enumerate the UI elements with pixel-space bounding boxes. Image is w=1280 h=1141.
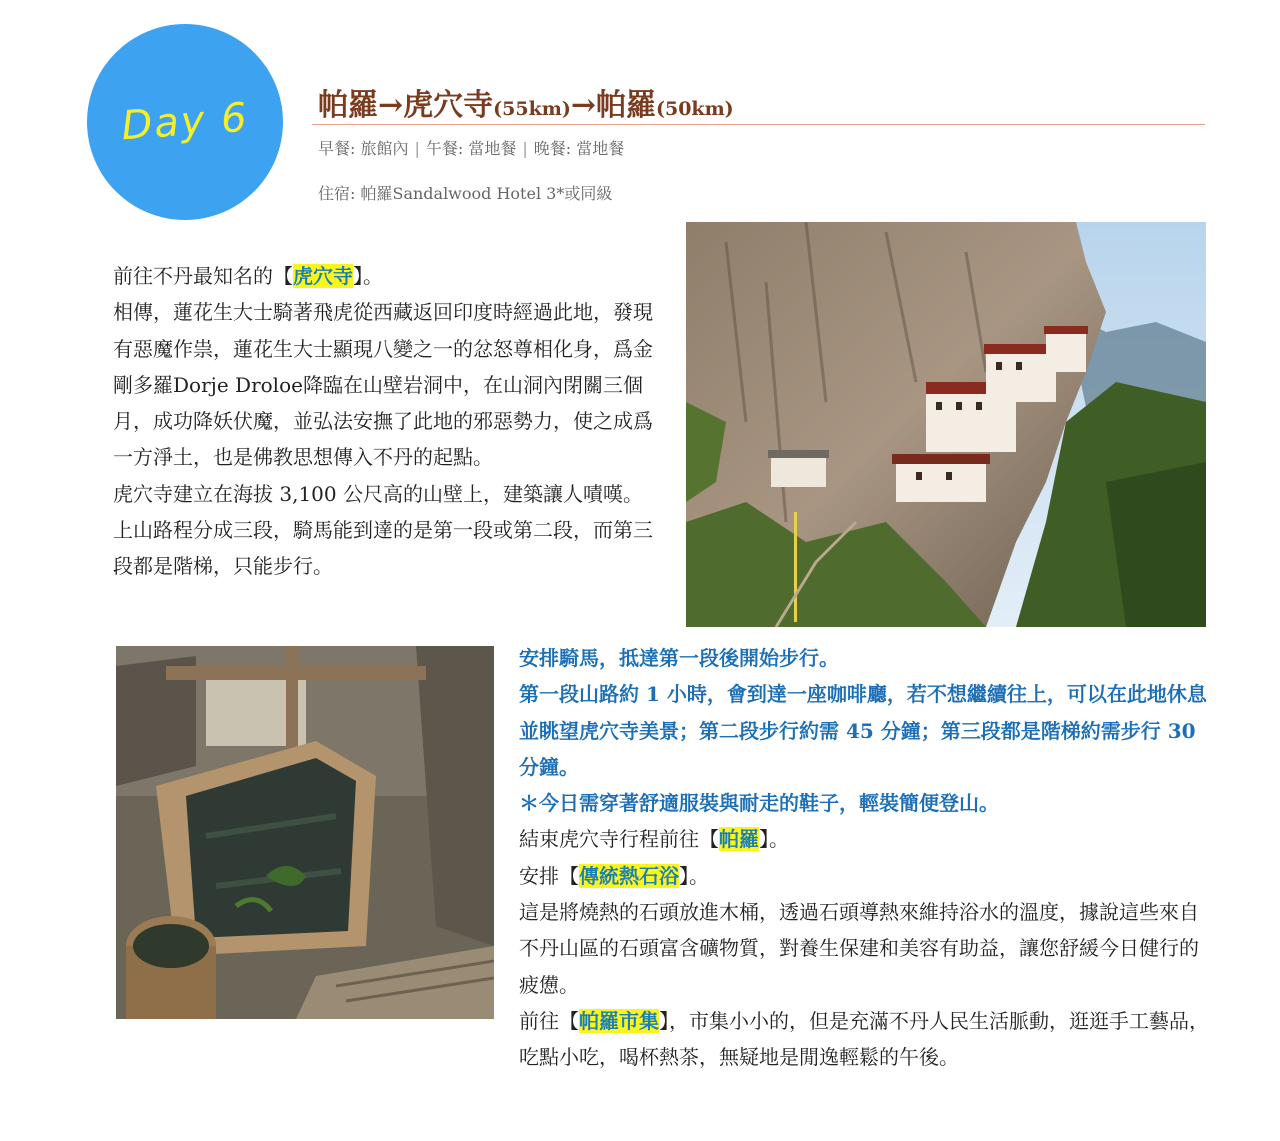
- intro-post: 】。: [353, 264, 383, 288]
- meal-lunch: 午餐: 當地餐: [425, 139, 517, 158]
- intro-text: [113, 258, 658, 585]
- tigers-nest-photo: [686, 222, 1206, 627]
- paro-highlight: 帕羅: [719, 827, 759, 852]
- paro-pre: 結束虎穴寺行程前往【: [519, 827, 719, 852]
- route-part1: 帕羅→虎穴寺: [318, 88, 494, 123]
- bath-highlight: 傳統熱石浴: [579, 863, 679, 888]
- bath-line: [519, 858, 1209, 894]
- lodging-line: 住宿: 帕羅Sandalwood Hotel 3*或同級: [318, 184, 613, 203]
- page-title: [318, 80, 734, 124]
- day-badge: [87, 24, 283, 220]
- attire-note: ＊今日需穿著舒適服裝與耐走的鞋子，輕裝簡便登山。: [519, 791, 999, 816]
- elevation-paragraph: 虎穴寺建立在海拔 3,100 公尺高的山壁上，建築讓人嘖嘆。上山路程分成三段，騎馬能到達的是第一段或第二段，而第三段都是階梯，只能步行。: [113, 481, 653, 579]
- bath-description: 這是將燒熱的石頭放進木桶，透過石頭導熱來維持浴水的溫度，據說這些來自不丹山區的石頭富含礦物質，對養生保建和美容有助益，讓您舒緩今日健行的疲憊。: [519, 900, 1199, 997]
- meal-dinner: 晚餐: 當地餐: [533, 139, 625, 158]
- bath-pre: 安排【: [519, 863, 579, 888]
- hike-paragraph: 第一段山路約 1 小時，會到達一座咖啡廳，若不想繼續往上，可以在此地休息並眺望虎穴寺美景；第二段步行約需 45 分鐘；第三段都是階梯約需步行 30 分鐘。: [519, 682, 1207, 779]
- intro-pre: 前往不丹最知名的【: [113, 264, 293, 288]
- itinerary-text: [519, 640, 1209, 1076]
- legend-paragraph: 相傳，蓮花生大士騎著飛虎從西藏返回印度時經過此地，發現有惡魔作祟，蓮花生大士顯現八變之一的忿怒尊相化身，爲金剛多羅Dorje Droloe降臨在山壁岩洞中，在山洞內閉關三個月，成功降妖伏魔，並弘法安撫了此地的邪惡勢力，使之成爲一方淨土，也是佛教思想傳入不丹的起點。: [113, 300, 653, 470]
- market-pre: 前往【: [519, 1008, 579, 1033]
- route-dist2: (50km): [655, 98, 734, 120]
- paro-line: [519, 821, 1209, 857]
- meals-line: [318, 136, 624, 159]
- day-badge-label: Day 6: [119, 94, 251, 150]
- market-highlight: 帕羅市集: [579, 1008, 659, 1033]
- bath-post: 】。: [679, 863, 709, 888]
- meal-separator: |: [522, 139, 528, 158]
- market-post: 】，市集小小的，但是充滿不丹人民生活脈動，逛逛手工藝品，吃點小吃，喝杯熱茶，無疑地是閒逸輕鬆的午後。: [519, 1008, 1209, 1070]
- title-divider: [312, 124, 1205, 125]
- horse-ride-line: 安排騎馬，抵達第一段後開始步行。: [519, 646, 839, 670]
- route-arrow: →: [570, 88, 596, 123]
- meal-breakfast: 早餐: 旅館內: [318, 139, 409, 158]
- intro-line: [113, 258, 658, 294]
- market-paragraph: [519, 1003, 1209, 1076]
- meal-separator: |: [414, 139, 420, 158]
- route-part2: 帕羅: [595, 88, 656, 123]
- hot-stone-bath-photo: [116, 646, 494, 1019]
- route-dist1: (55km): [493, 98, 571, 120]
- paro-post: 】。: [759, 827, 789, 852]
- tigers-nest-highlight: 虎穴寺: [293, 264, 353, 288]
